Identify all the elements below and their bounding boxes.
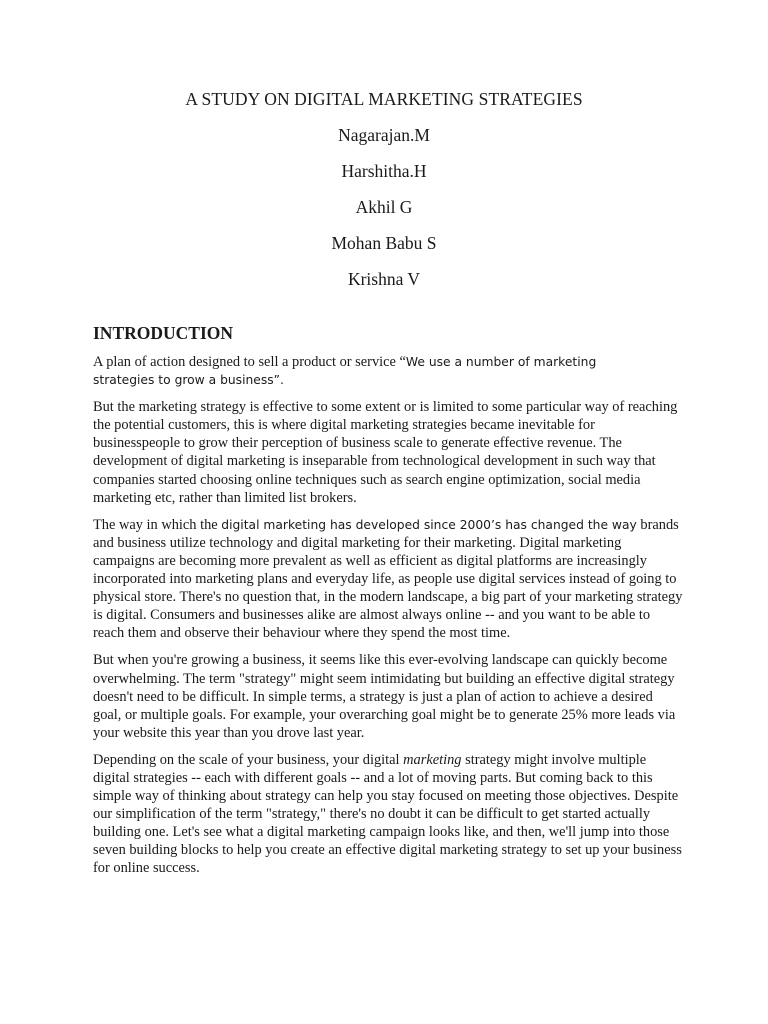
paragraph-3-text-b: digital marketing has developed since 2000’s has changed the way	[221, 517, 637, 532]
author-name: Krishna V	[347, 269, 421, 289]
author-name: Nagarajan.M	[338, 125, 430, 145]
paragraph-1	[93, 353, 683, 389]
paragraph-5	[93, 751, 683, 878]
body-content	[93, 322, 683, 887]
paragraph-5-emphasis: marketing	[403, 751, 462, 768]
paragraph-5-text-a: Depending on the scale of your business, your digital	[93, 751, 404, 768]
author-list	[0, 124, 768, 304]
paper-title: A STUDY ON DIGITAL MARKETING STRATEGIES	[185, 89, 583, 109]
author-name: Mohan Babu S	[331, 233, 437, 253]
author-name: Harshitha.H	[341, 161, 427, 181]
section-heading-introduction: INTRODUCTION	[93, 323, 234, 343]
paragraph-1-text-b: We use a number of marketing	[405, 355, 597, 369]
paragraph-3-text-c: brands and business utilize technology and digital marketing for their marketing. Digital marketing campaigns are becoming more prevalent as well as efficient as digital platforms are increasingly incorporated into marketing plans and everyday life, as people use digital services instead of going to physical store. There's no question that, in the modern landscape, a big part of your marketing strategy is digital. Consumers and businesses alike are almost always online -- and you want to be able to reach them and observe their behaviour where they spend the most time.	[93, 516, 683, 642]
paragraph-1-text-c: strategies to grow a business”.	[93, 373, 284, 388]
paragraph-3	[93, 516, 683, 643]
paragraph-2: But the marketing strategy is effective to some extent or is limited to some particular way of reaching the potential customers, this is where digital marketing strategies became inevitable for businesspeople to grow their perception of business scale to generate effective revenue. The development of digital marketing is inseparable from technological development in such way that companies started choosing online techniques such as search engine optimization, social media marketing etc, rather than limited list brokers.	[93, 399, 678, 506]
paragraph-4: But when you're growing a business, it seems like this ever-evolving landscape can quickly become overwhelming. The term "strategy" might seem intimidating but building an effective digital strategy doesn't need to be difficult. In simple terms, a strategy is just a plan of action to achieve a desired goal, or multiple goals. For example, your overarching goal might be to generate 25% more leads via your website this year than you drove last year.	[93, 652, 676, 741]
paragraph-3-text-a: The way in which the	[93, 516, 222, 533]
paragraph-1-text-a: A plan of action designed to sell a product or service “	[93, 354, 406, 370]
paragraph-5-text-b: strategy might involve multiple digital strategies -- each with different goals -- and a lot of moving parts. But coming back to this simple way of thinking about strategy can help you stay focused on meeting those objectives. Despite our simplification of the term "strategy," there's no doubt it can be difficult to get started actually building one. Let's see what a digital marketing campaign looks like, and then, we'll jump into those seven building blocks to help you create an effective digital marketing strategy to set up your business for online success.	[93, 751, 682, 877]
author-name: Akhil G	[355, 197, 413, 217]
